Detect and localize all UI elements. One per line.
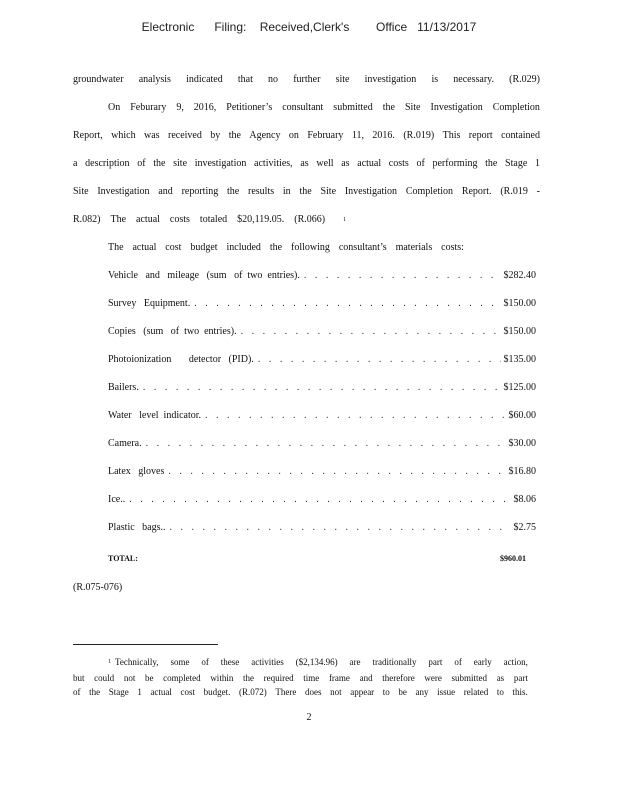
word: budget <box>190 242 218 253</box>
word: submitted <box>333 102 373 113</box>
cost-row <box>108 298 536 310</box>
word: not <box>330 687 342 697</box>
word: the <box>227 186 240 197</box>
word: 11, <box>351 130 364 141</box>
word: that <box>237 74 253 85</box>
word: the <box>242 673 254 683</box>
word: 1 <box>534 158 540 169</box>
word: to <box>496 687 504 697</box>
footnote-marker: 1 <box>108 659 111 665</box>
total-row <box>108 554 526 563</box>
dot-leader <box>146 438 506 450</box>
body-line-5 <box>73 186 540 198</box>
footnote-line-3 <box>73 686 528 698</box>
filing-stamp-header: Electronic Filing: Received,Clerk's Office 11/13/2017 <box>141 20 477 34</box>
word: costs <box>169 214 190 225</box>
dot-leader <box>129 494 510 506</box>
word: be <box>398 687 407 697</box>
word: (R.019 <box>500 186 528 197</box>
cost-item: Water level indicator. <box>108 410 202 421</box>
dot-leader <box>143 382 501 394</box>
word: $20,119.05. <box>237 214 285 225</box>
word: 1 <box>137 687 142 697</box>
word: by <box>210 130 221 141</box>
cost-row <box>108 410 536 422</box>
word: and <box>158 186 173 197</box>
footnote-line-1-words <box>111 656 528 670</box>
word: Report. <box>461 186 492 197</box>
word: Stage <box>505 158 528 169</box>
dot-leader <box>304 270 501 282</box>
word: in <box>282 186 291 197</box>
word: The <box>108 242 124 253</box>
word: received <box>168 130 202 141</box>
word: indicated <box>186 74 223 85</box>
cost-row <box>108 270 536 282</box>
word: budget. <box>203 687 231 697</box>
cost-row <box>108 354 536 366</box>
word: Site <box>404 102 421 113</box>
word: Report, <box>73 130 103 141</box>
word: (R.066) <box>294 214 326 225</box>
word: time <box>303 673 320 683</box>
word: was <box>144 130 160 141</box>
word: issue <box>437 687 456 697</box>
word: as <box>300 158 309 169</box>
word: as <box>496 673 505 683</box>
word: analysis <box>138 74 171 85</box>
cost-amount: $150.00 <box>503 326 536 337</box>
word: early <box>473 657 492 667</box>
word: necessary. <box>453 74 494 85</box>
word: On <box>108 102 121 113</box>
word: groundwater <box>73 74 124 85</box>
dot-leader <box>194 298 500 310</box>
word: does <box>304 687 322 697</box>
word: actual <box>357 158 382 169</box>
word: actual <box>136 214 160 225</box>
word: materials <box>395 242 433 253</box>
word: Stage <box>108 687 129 697</box>
word: actual <box>132 242 157 253</box>
word: were <box>424 673 442 683</box>
word: the <box>299 186 312 197</box>
word: contained <box>501 130 540 141</box>
cost-item: Plastic bags.. <box>108 522 166 533</box>
body-line-6-words <box>73 214 335 226</box>
word: costs: <box>441 242 464 253</box>
word: the <box>89 687 101 697</box>
word: be <box>145 673 154 683</box>
word: There <box>275 687 297 697</box>
cost-row <box>108 438 536 450</box>
word: This <box>442 130 461 141</box>
total-label: TOTAL: <box>108 554 138 563</box>
footnote-reference: 1 <box>343 217 347 223</box>
word: performing <box>432 158 478 169</box>
word: the <box>382 102 395 113</box>
cost-amount: $2.75 <box>513 522 536 533</box>
body-line-6 <box>73 214 540 226</box>
word: Completion <box>492 102 540 113</box>
word: Completion <box>405 186 454 197</box>
word: but <box>73 673 85 683</box>
cost-row <box>108 326 536 338</box>
word: (R.072) <box>239 687 267 697</box>
cost-amount: $135.00 <box>503 354 536 365</box>
cost-item: Bailers. <box>108 382 139 393</box>
cost-amount: $125.00 <box>503 382 536 393</box>
word: included <box>226 242 261 253</box>
word: cost <box>165 242 182 253</box>
word: action, <box>503 657 528 667</box>
dot-leader <box>241 326 501 338</box>
word: costs <box>388 158 409 169</box>
word: consultant’s <box>338 242 387 253</box>
word: (R.019) <box>403 130 435 141</box>
word: of <box>201 657 209 667</box>
body-line-1 <box>73 74 540 86</box>
word: therefore <box>382 673 415 683</box>
cost-row <box>108 522 536 534</box>
word: and <box>359 673 373 683</box>
cost-item: Camera. <box>108 438 142 449</box>
footnote-line-2 <box>73 672 528 684</box>
word: any <box>415 687 429 697</box>
word: Technically, <box>115 657 159 667</box>
record-citation: (R.075-076) <box>73 582 123 593</box>
word: part <box>428 657 443 667</box>
word: description <box>85 158 130 169</box>
word: activities <box>251 657 284 667</box>
word: February <box>307 130 344 141</box>
word: completed <box>163 673 201 683</box>
word: site <box>173 158 188 169</box>
word: these <box>220 657 240 667</box>
word: part <box>513 673 528 683</box>
word: which <box>111 130 136 141</box>
word: actual <box>150 687 172 697</box>
word: appear <box>350 687 375 697</box>
word: the <box>153 158 166 169</box>
word: this. <box>512 687 528 697</box>
word: frame <box>328 673 350 683</box>
word: not <box>123 673 136 683</box>
word: reporting <box>181 186 219 197</box>
cost-item: Survey Equipment. <box>108 298 191 309</box>
word: traditionally <box>372 657 417 667</box>
cost-item: Latex gloves <box>108 466 165 477</box>
word: 2016. <box>372 130 395 141</box>
word: submitted <box>451 673 488 683</box>
word: the <box>228 130 241 141</box>
word: investigation <box>364 74 417 85</box>
word: on <box>288 130 299 141</box>
cost-row <box>108 382 536 394</box>
word: of <box>416 158 425 169</box>
dot-leader <box>170 522 511 534</box>
body-line-4 <box>73 158 540 170</box>
cost-amount: $150.00 <box>503 298 536 309</box>
word: a <box>73 158 78 169</box>
cost-amount: $30.00 <box>508 438 536 449</box>
word: are <box>349 657 361 667</box>
word: Site <box>320 186 337 197</box>
word: of <box>73 687 81 697</box>
word: the <box>269 242 283 253</box>
word: The <box>110 214 127 225</box>
word: site <box>335 74 350 85</box>
cost-item: Ice.. <box>108 494 126 505</box>
dot-leader <box>168 466 505 478</box>
word: investigation <box>194 158 247 169</box>
word: well <box>316 158 334 169</box>
word: 9, <box>176 102 184 113</box>
cost-row <box>108 466 536 478</box>
word: could <box>94 673 115 683</box>
body-line-7 <box>108 242 464 254</box>
word: Petitioner’s <box>226 102 273 113</box>
word: as <box>341 158 350 169</box>
word: R.082) <box>73 214 101 225</box>
word: Feburary <box>130 102 167 113</box>
cost-amount: $16.80 <box>508 466 536 477</box>
total-amount: $960.01 <box>500 554 526 563</box>
word: Investigation <box>344 186 398 197</box>
cost-item: Vehicle and mileage (sum of two entries). <box>108 270 300 281</box>
word: results <box>248 186 275 197</box>
word: further <box>293 74 321 85</box>
word: 2016, <box>193 102 217 113</box>
word: of <box>137 158 146 169</box>
cost-amount: $60.00 <box>508 410 536 421</box>
cost-row <box>108 494 536 506</box>
word: totaled <box>199 214 228 225</box>
word: - <box>536 186 540 197</box>
word: required <box>263 673 294 683</box>
word: Site <box>73 186 89 197</box>
word: some <box>170 657 190 667</box>
word: Agency <box>249 130 281 141</box>
page-number: 2 <box>306 712 312 723</box>
word: Investigation <box>430 102 483 113</box>
word: (R.029) <box>509 74 540 85</box>
dot-leader <box>258 354 501 366</box>
body-line-3 <box>73 130 540 142</box>
body-line-2 <box>108 102 540 114</box>
footnote-separator <box>73 644 218 645</box>
word: of <box>454 657 462 667</box>
word: to <box>382 687 390 697</box>
cost-amount: $8.06 <box>513 494 536 505</box>
word: no <box>268 74 279 85</box>
word: within <box>210 673 234 683</box>
word: related <box>463 687 489 697</box>
cost-amount: $282.40 <box>503 270 536 281</box>
cost-item: Copies (sum of two entries). <box>108 326 237 337</box>
cost-item: Photoionization detector (PID). <box>108 354 254 365</box>
word: following <box>291 242 330 253</box>
footnote-line-1 <box>108 656 528 670</box>
word: report <box>468 130 493 141</box>
dot-leader <box>205 410 505 422</box>
word: is <box>431 74 439 85</box>
word: Investigation <box>97 186 150 197</box>
word: cost <box>180 687 196 697</box>
word: ($2,134.96) <box>295 657 338 667</box>
word: activities, <box>254 158 293 169</box>
word: the <box>485 158 498 169</box>
word: consultant <box>282 102 324 113</box>
